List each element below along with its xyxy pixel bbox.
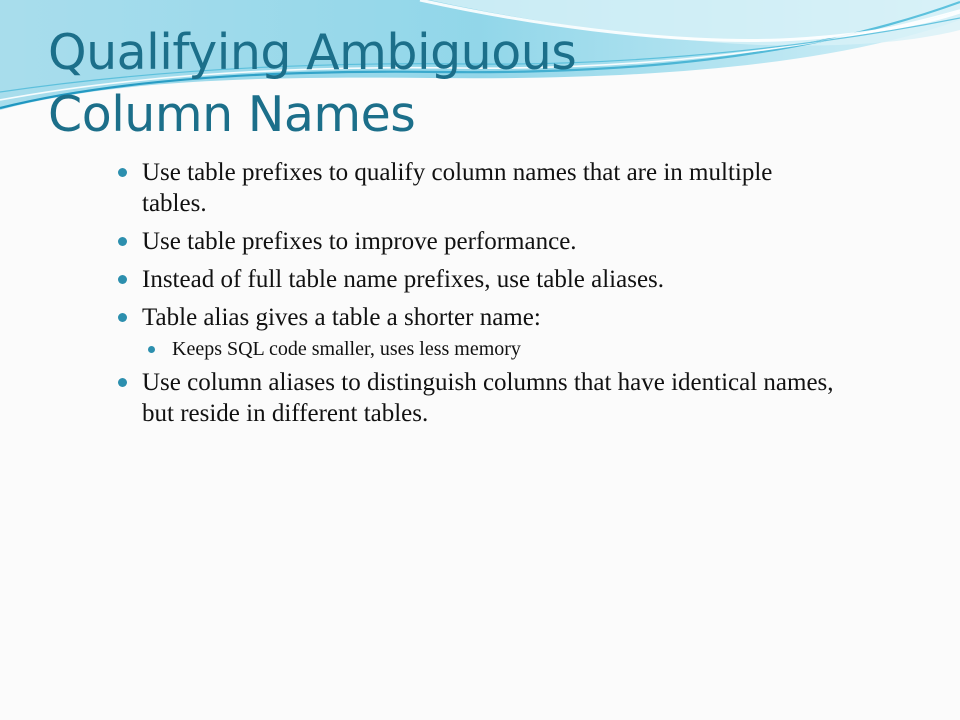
sub-bullet-item: Keeps SQL code smaller, uses less memory: [142, 336, 838, 362]
slide-body: [118, 157, 838, 436]
bullet-item: Use table prefixes to improve performance.: [118, 226, 838, 257]
bullet-list: [118, 157, 838, 429]
bullet-item-text: Table alias gives a table a shorter name:: [142, 304, 541, 331]
bullet-item: Use table prefixes to qualify column names that are in multiple tables.: [118, 157, 838, 219]
sub-bullet-list: [142, 336, 838, 362]
title-line-1: Qualifying Ambiguous: [48, 24, 577, 81]
title-line-2: Column Names: [48, 86, 416, 143]
bullet-item: Use column aliases to distinguish columns that have identical names, but reside in different tables.: [118, 367, 838, 429]
slide-title: [48, 22, 908, 146]
bullet-item-with-sublist: [118, 302, 838, 362]
bullet-item: Instead of full table name prefixes, use table aliases.: [118, 264, 838, 295]
